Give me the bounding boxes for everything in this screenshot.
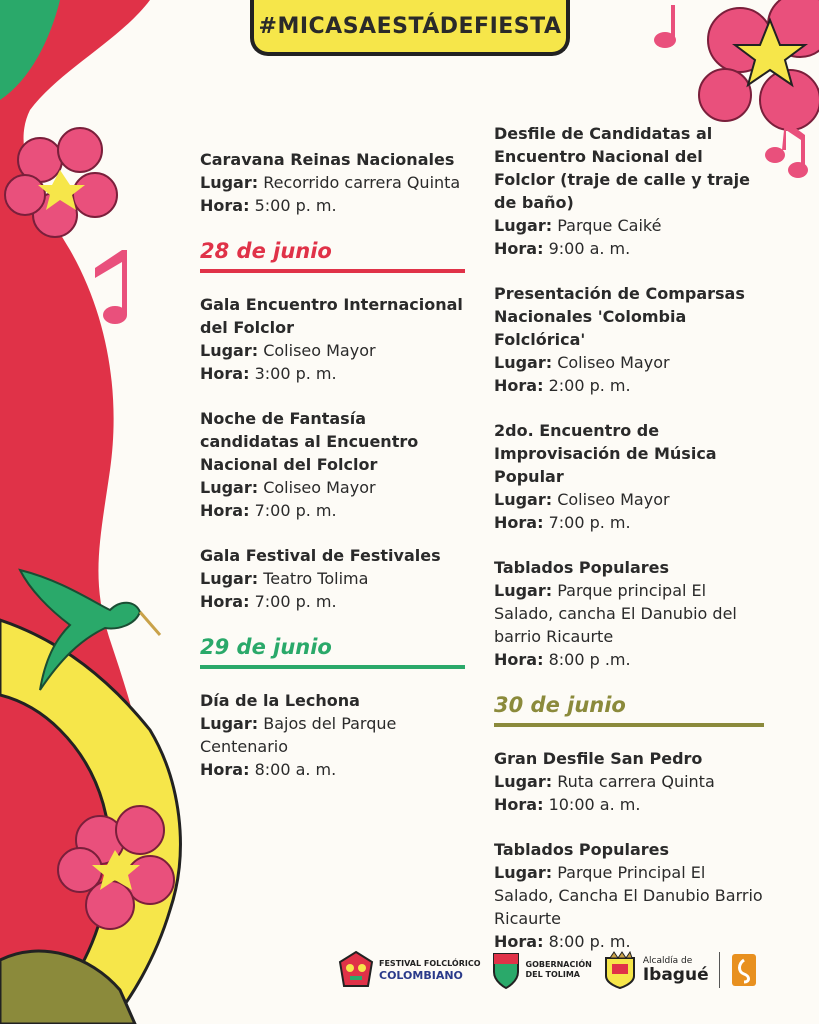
event-title: Presentación de Comparsas Nacionales 'Colombia Folclórica' bbox=[494, 284, 745, 349]
time-label: Hora: bbox=[200, 501, 250, 520]
tolima-shield-icon bbox=[491, 950, 521, 990]
sponsor-logos bbox=[338, 948, 758, 992]
event-time: 3:00 p. m. bbox=[254, 364, 337, 383]
hashtag-banner: #MICASAESTÁDEFIESTA bbox=[250, 0, 570, 56]
place-label: Lugar: bbox=[494, 581, 553, 600]
event-time: 7:00 p. m. bbox=[548, 513, 631, 532]
event-place: Recorrido carrera Quinta bbox=[263, 173, 461, 192]
place-label: Lugar: bbox=[494, 216, 553, 235]
time-label: Hora: bbox=[200, 592, 250, 611]
event-time: 7:00 p. m. bbox=[254, 592, 337, 611]
event-time: 8:00 p. m. bbox=[548, 932, 631, 951]
place-label: Lugar: bbox=[494, 863, 553, 882]
time-label: Hora: bbox=[494, 932, 544, 951]
event-time: 8:00 p .m. bbox=[548, 650, 631, 669]
event-item bbox=[494, 419, 764, 534]
event-place: Coliseo Mayor bbox=[263, 478, 376, 497]
event-item bbox=[494, 747, 764, 816]
event-place: Parque principal El Salado, cancha El Danubio del barrio Ricaurte bbox=[494, 581, 737, 646]
event-title: Tablados Populares bbox=[494, 558, 670, 577]
alcaldia-line2: Ibagué bbox=[642, 965, 709, 985]
event-item bbox=[200, 293, 465, 385]
music-clef-logo-icon bbox=[730, 950, 758, 990]
place-label: Lugar: bbox=[494, 353, 553, 372]
gobernacion-logo bbox=[491, 950, 592, 990]
event-title: Gala Encuentro Internacional del Folclor bbox=[200, 295, 463, 337]
place-label: Lugar: bbox=[494, 490, 553, 509]
event-item bbox=[494, 122, 764, 260]
alcaldia-logo bbox=[602, 950, 709, 990]
place-label: Lugar: bbox=[200, 714, 259, 733]
time-label: Hora: bbox=[494, 513, 544, 532]
event-caravana bbox=[200, 148, 465, 217]
event-place: Ruta carrera Quinta bbox=[557, 772, 715, 791]
event-time: 9:00 a. m. bbox=[548, 239, 631, 258]
event-item bbox=[494, 838, 764, 953]
ibague-crest-icon bbox=[602, 950, 638, 990]
gobernacion-line1: GOBERNACIÓN bbox=[525, 960, 592, 969]
time-label: Hora: bbox=[200, 760, 250, 779]
right-column bbox=[494, 122, 764, 975]
event-item bbox=[200, 407, 465, 522]
festival-line1: FESTIVAL FOLCLÓRICO bbox=[379, 958, 481, 968]
event-title: Día de la Lechona bbox=[200, 691, 360, 710]
festival-mask-icon bbox=[338, 950, 374, 990]
day-heading-28: 28 de junio bbox=[200, 239, 465, 273]
event-title: Desfile de Candidatas al Encuentro Nacional del Folclor (traje de calle y traje de baño) bbox=[494, 124, 750, 212]
event-title: Gran Desfile San Pedro bbox=[494, 749, 703, 768]
event-item bbox=[200, 689, 465, 781]
time-label: Hora: bbox=[494, 376, 544, 395]
day-heading-30: 30 de junio bbox=[494, 693, 764, 727]
event-time: 5:00 p. m. bbox=[254, 196, 337, 215]
event-place: Coliseo Mayor bbox=[557, 490, 670, 509]
event-title: Gala Festival de Festivales bbox=[200, 546, 441, 565]
event-place: Parque Caiké bbox=[557, 216, 662, 235]
left-column bbox=[200, 148, 465, 803]
event-title: Tablados Populares bbox=[494, 840, 670, 859]
day-heading-29: 29 de junio bbox=[200, 635, 465, 669]
event-place: Coliseo Mayor bbox=[557, 353, 670, 372]
alcaldia-line1: Alcaldía de bbox=[642, 956, 693, 966]
event-title: 2do. Encuentro de Improvisación de Música Popular bbox=[494, 421, 717, 486]
festival-line2: COLOMBIANO bbox=[379, 968, 463, 982]
time-label: Hora: bbox=[200, 364, 250, 383]
event-title: Caravana Reinas Nacionales bbox=[200, 150, 455, 169]
time-label: Hora: bbox=[200, 196, 250, 215]
place-label: Lugar: bbox=[200, 173, 259, 192]
event-time: 10:00 a. m. bbox=[548, 795, 641, 814]
place-label: Lugar: bbox=[494, 772, 553, 791]
event-item bbox=[494, 556, 764, 671]
event-place: Coliseo Mayor bbox=[263, 341, 376, 360]
event-time: 8:00 a. m. bbox=[254, 760, 337, 779]
logo-divider bbox=[719, 952, 720, 988]
event-title: Noche de Fantasía candidatas al Encuentro Nacional del Folclor bbox=[200, 409, 419, 474]
festival-logo bbox=[338, 950, 481, 990]
gobernacion-line2: DEL TOLIMA bbox=[525, 970, 580, 979]
event-place: Parque Principal El Salado, Cancha El Danubio Barrio Ricaurte bbox=[494, 863, 763, 928]
time-label: Hora: bbox=[494, 650, 544, 669]
place-label: Lugar: bbox=[200, 341, 259, 360]
event-item bbox=[200, 544, 465, 613]
event-place: Teatro Tolima bbox=[263, 569, 369, 588]
event-item bbox=[494, 282, 764, 397]
event-time: 2:00 p. m. bbox=[548, 376, 631, 395]
place-label: Lugar: bbox=[200, 478, 259, 497]
event-time: 7:00 p. m. bbox=[254, 501, 337, 520]
time-label: Hora: bbox=[494, 239, 544, 258]
time-label: Hora: bbox=[494, 795, 544, 814]
event-place: Bajos del Parque Centenario bbox=[200, 714, 397, 756]
place-label: Lugar: bbox=[200, 569, 259, 588]
